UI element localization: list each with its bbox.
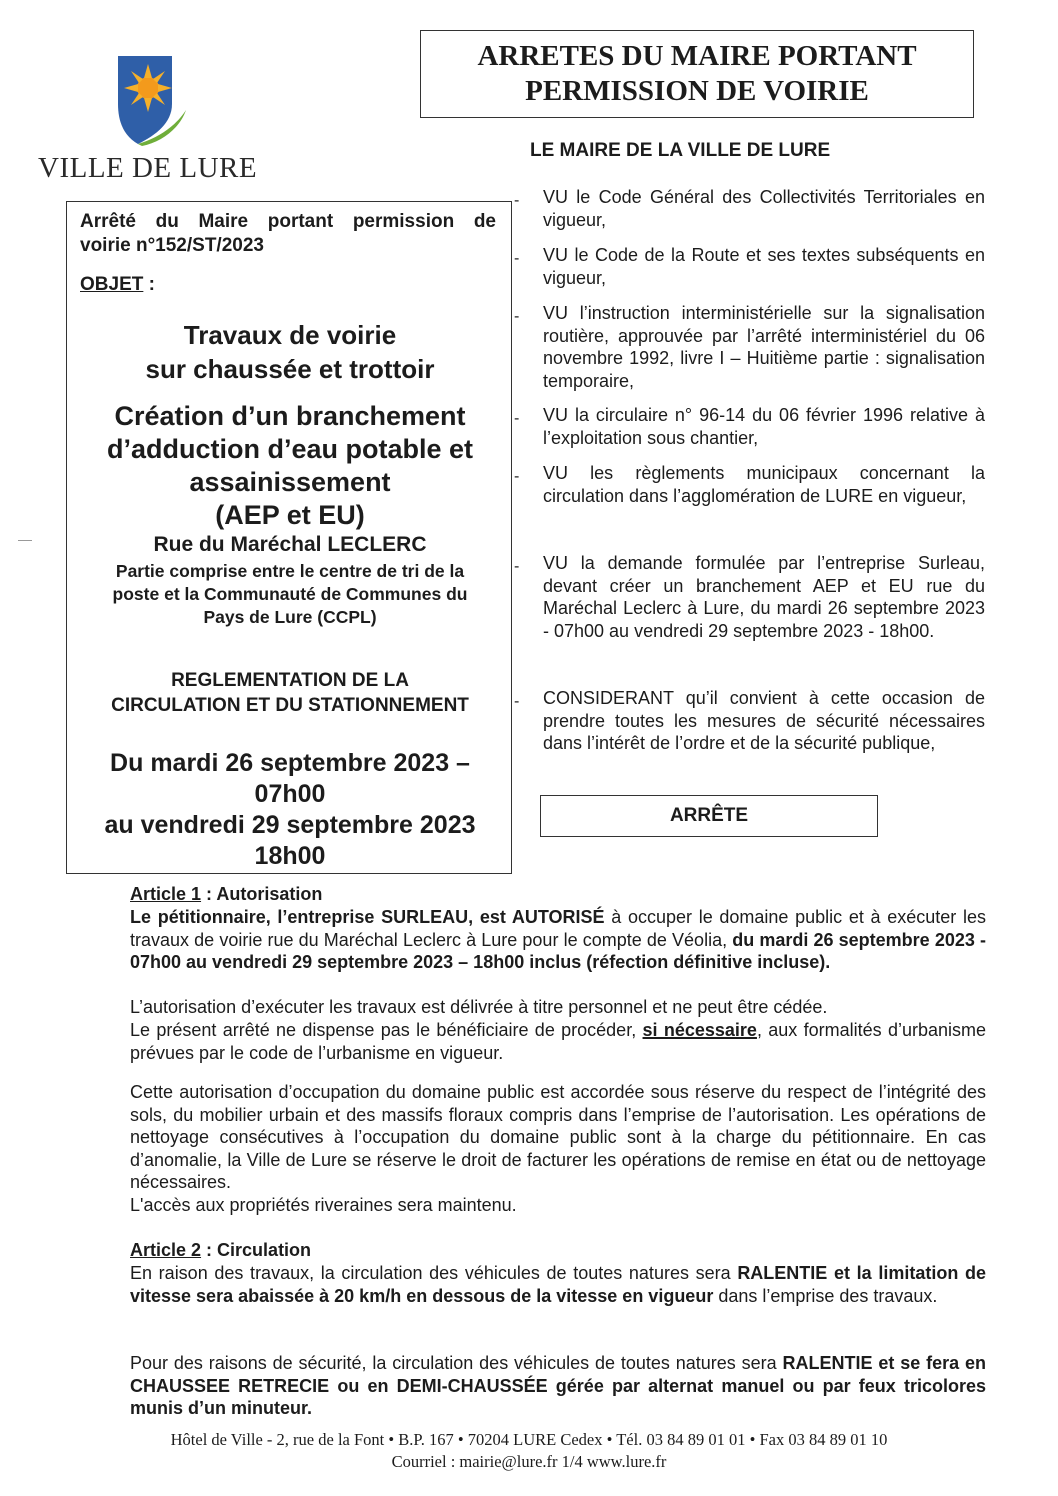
visa-dash: - xyxy=(514,558,520,575)
arrete-box: ARRÊTE xyxy=(540,795,878,837)
visa-item: VU les règlements municipaux concernant la circulation dans l’agglomération de LURE en vigueur, xyxy=(543,463,985,506)
article1-paragraph4: Cette autorisation d’occupation du domaine public est accordée sous réserve du respect de l’intégrité des sols, du mobilier urbain et des massifs floraux compris dans l’emprise de l’autorisation. Les opérations de nettoyage consécutives à l’occupation du domaine public sont à la charge du pétitionnaire. En cas d’anomalie, la Ville de Lure se réserve le droit de facturer les opérations de remise en état ou de nettoyage nécessaires. xyxy=(130,1082,986,1192)
rue-title: Rue du Maréchal LECLERC xyxy=(153,533,427,556)
visa-item: VU le Code Général des Collectivités Territoriales en vigueur, xyxy=(543,187,985,230)
maire-heading: LE MAIRE DE LA VILLE DE LURE xyxy=(530,140,831,161)
visa-item: CONSIDERANT qu’il convient à cette occasion de prendre toutes les mesures de sécurité nécessaires dans l’intérêt de l’ordre et de la sécurité publique, xyxy=(543,688,985,753)
reglementation-title: REGLEMENTATION DE LA CIRCULATION ET DU STATIONNEMENT xyxy=(111,670,469,716)
document-title-box xyxy=(420,30,974,118)
travaux-title: Travaux de voirie sur chaussée et trottoir xyxy=(145,320,435,384)
visa-dash: - xyxy=(514,192,520,209)
arrete-reference-line2: voirie n°152/ST/2023 xyxy=(80,235,264,256)
visa-item: VU la circulaire n° 96-14 du 06 février 1996 relative à l’exploitation sous chantier, xyxy=(543,405,985,448)
footer-contact: Courriel : mairie@lure.fr 1/4 www.lure.fr xyxy=(391,1452,667,1471)
document-title-line2: PERMISSION DE VOIRIE xyxy=(525,75,869,107)
scan-mark xyxy=(18,540,32,541)
city-logo xyxy=(108,52,192,148)
city-name: VILLE DE LURE xyxy=(38,152,258,184)
objet-label: OBJET : xyxy=(80,274,155,295)
article1-heading: Article 1 : Autorisation xyxy=(130,884,323,904)
visa-dash: - xyxy=(514,468,520,485)
visa-item: VU l’instruction interministérielle sur la signalisation routière, approuvée par l’arrêté interministériel du 06 novembre 1992, livre I – Huitième partie : signalisation temporaire, xyxy=(543,303,985,391)
visa-dash: - xyxy=(514,308,520,325)
article1-paragraph3: Le présent arrêté ne dispense pas le bénéficiaire de procéder, si nécessaire, aux formalités d’urbanisme prévues par le code de l’urbanisme en vigueur. xyxy=(130,1020,987,1063)
article2-heading: Article 2 : Circulation xyxy=(130,1240,312,1260)
visa-item: VU le Code de la Route et ses textes subséquents en vigueur, xyxy=(543,245,985,288)
article1-paragraph5: L'accès aux propriétés riveraines sera maintenu. xyxy=(130,1195,517,1215)
article1-paragraph2: L’autorisation d’exécuter les travaux est délivrée à titre personnel et ne peut être cédée. xyxy=(130,997,828,1017)
visa-dash: - xyxy=(514,693,520,710)
arrete-reference-line1: Arrêté du Maire portant permission de xyxy=(80,211,496,232)
document-title-line1: ARRETES DU MAIRE PORTANT xyxy=(477,40,917,72)
visa-dash: - xyxy=(514,410,520,427)
article1-paragraph1: Le pétitionnaire, l’entreprise SURLEAU, est AUTORISÉ à occuper le domaine public et à exécuter les travaux de voirie rue du Maréchal Leclerc à Lure pour le compte de Véolia, du mardi 26 septembre 2023 - 07h00 au vendredi 29 septembre 2023 – 18h00 inclus (réfection définitive incluse). xyxy=(130,907,987,972)
partie-description: Partie comprise entre le centre de tri de la poste et la Communauté de Communes du Pays de Lure (CCPL) xyxy=(112,561,468,627)
footer-address: Hôtel de Ville - 2, rue de la Font • B.P. 167 • 70204 LURE Cedex • Tél. 03 84 89 01 01 • Fax 03 84 89 01 10 xyxy=(170,1430,888,1449)
creation-title: Création d’un branchement d’adduction d’eau potable et assainissement (AEP et EU) xyxy=(106,401,474,530)
article2-paragraph1: En raison des travaux, la circulation des véhicules de toutes natures sera RALENTIE et la limitation de vitesse sera abaissée à 20 km/h en dessous de la vitesse en vigueur dans l’emprise des travaux. xyxy=(130,1263,986,1306)
article2-paragraph2: Pour des raisons de sécurité, la circulation des véhicules de toutes natures sera RALENTIE et se fera en CHAUSSEE RETRECIE ou en DEMI-CHAUSSÉE gérée par alternat manuel ou par feux tricolores munis d’un minuteur. xyxy=(130,1353,986,1418)
visa-item: VU la demande formulée par l’entreprise Surleau, devant créer un branchement AEP et EU rue du Maréchal Leclerc à Lure, du mardi 26 septembre 2023 - 07h00 au vendredi 29 septembre 2023 - 18h00. xyxy=(543,553,985,641)
dates-title: Du mardi 26 septembre 2023 – 07h00 au vendredi 29 septembre 2023 18h00 xyxy=(104,749,476,870)
visa-dash: - xyxy=(514,250,520,267)
